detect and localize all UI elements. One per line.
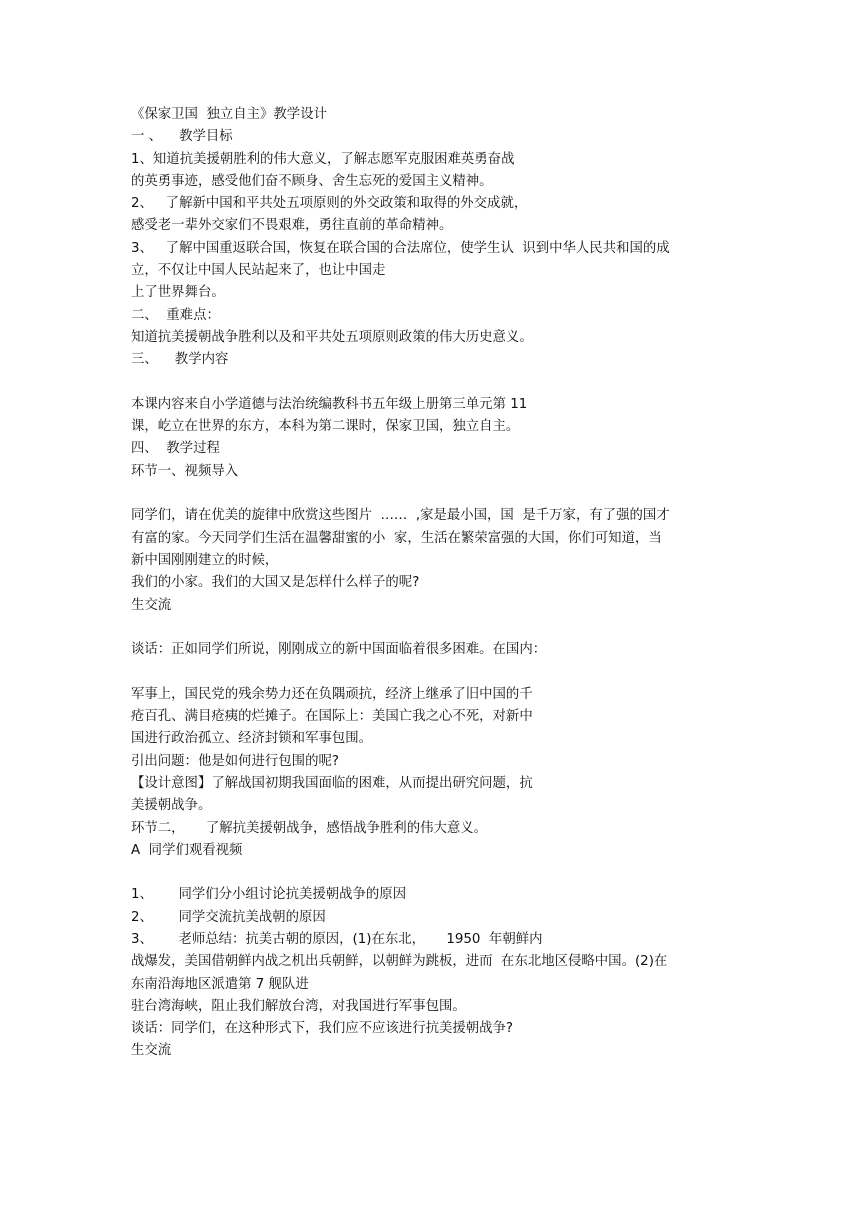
subsection-heading: 环节一、视频导入 [131, 463, 239, 479]
document-title: 《保家卫国 独立自主》教学设计 [131, 107, 327, 122]
paragraph-line: 疮百孔、满目疮痍的烂摊子。在国际上：美国亡我之心不死，对新中 [131, 709, 533, 725]
subsection-heading: 环节二， 了解抗美援朝战争，感悟战争胜利的伟大意义。 [131, 820, 488, 836]
paragraph-line: 感受老一辈外交家们不畏艰难，勇往直前的革命精神。 [131, 218, 453, 234]
paragraph-line: 驻台湾海峡，阻止我们解放台湾，对我国进行军事包围。 [131, 998, 466, 1014]
section-heading-process: 四、 教学过程 [131, 441, 220, 457]
paragraph-line: 战爆发，美国借朝鲜内战之机出兵朝鲜，以朝鲜为跳板，进而 在东北地区侵略中国。(2)在 [131, 954, 668, 970]
paragraph-line: 本课内容来自小学道德与法治统编教科书五年级上册第三单元第 11 [131, 396, 528, 412]
blank-line [131, 372, 741, 394]
paragraph-line: 东南沿海地区派遣第 7 舰队进 [131, 976, 309, 992]
paragraph-line: 新中国刚刚建立的时候， [131, 552, 279, 568]
paragraph-line: 有富的家。今天同学们生活在温馨甜蜜的小 家，生活在繁荣富强的大国，你们可知道，当 [131, 530, 662, 546]
paragraph-line: 【设计意图】了解战国初期我国面临的困难，从而提出研究问题，抗 [131, 775, 533, 791]
paragraph-line: 上了世界舞台。 [131, 285, 225, 301]
blank-line [131, 661, 741, 683]
paragraph-line: 生交流 [131, 1043, 172, 1059]
paragraph-line: 1、知道抗美援朝胜利的伟大意义，了解志愿军克服困难英勇奋战 [131, 151, 515, 167]
paragraph-line: A 同学们观看视频 [131, 842, 243, 858]
paragraph-line: 国进行政治孤立、经济封锁和军事包围。 [131, 731, 373, 747]
document-body [131, 104, 741, 1063]
paragraph-line: 生交流 [131, 597, 172, 613]
paragraph-line: 引出问题：他是如何进行包围的呢? [131, 753, 339, 769]
paragraph-line: 课，屹立在世界的东方，本科为第二课时，保家卫国，独立自主。 [131, 419, 520, 435]
paragraph-line: 谈话：正如同学们所说，刚刚成立的新中国面临着很多困难。在国内： [131, 642, 547, 658]
blank-line [131, 483, 741, 505]
paragraph-line: 谈话：同学们，在这种形式下，我们应不应该进行抗美援朝战争? [131, 1021, 514, 1037]
section-heading-key-points: 二、 重难点： [131, 307, 220, 323]
blank-line [131, 862, 741, 884]
paragraph-line: 3、 了解中国重返联合国，恢复在联合国的合法席位，使学生认 识到中华人民共和国的成 [131, 240, 670, 256]
paragraph-line: 同学们，请在优美的旋律中欣赏这些图片 …… ,家是最小国，国 是千万家，有了强的国才 [131, 508, 670, 524]
paragraph-line: 的英勇事迹，感受他们奋不顾身、舍生忘死的爱国主义精神。 [131, 173, 493, 189]
paragraph-line: 知道抗美援朝战争胜利以及和平共处五项原则政策的伟大历史意义。 [131, 329, 533, 345]
paragraph-line: 我们的小家。我们的大国又是怎样什么样子的呢? [131, 575, 420, 591]
blank-line [131, 617, 741, 639]
list-item: 3、 老师总结：抗美古朝的原因，(1)在东北， 1950 年朝鲜内 [131, 931, 543, 947]
section-heading-content: 三、 教学内容 [131, 352, 229, 368]
paragraph-line: 军事上，国民党的残余势力还在负隅顽抗，经济上继承了旧中国的千 [131, 686, 533, 702]
list-item: 2、 同学交流抗美战朝的原因 [131, 909, 326, 925]
paragraph-line: 立，不仅让中国人民站起来了，也让中国走 [131, 263, 386, 279]
section-heading-objectives: 一 、 教学目标 [131, 129, 233, 145]
paragraph-line: 2、 了解新中国和平共处五项原则的外交政策和取得的外交成就， [131, 196, 528, 212]
list-item: 1、 同学们分小组讨论抗美援朝战争的原因 [131, 887, 407, 903]
paragraph-line: 美援朝战争。 [131, 798, 212, 814]
